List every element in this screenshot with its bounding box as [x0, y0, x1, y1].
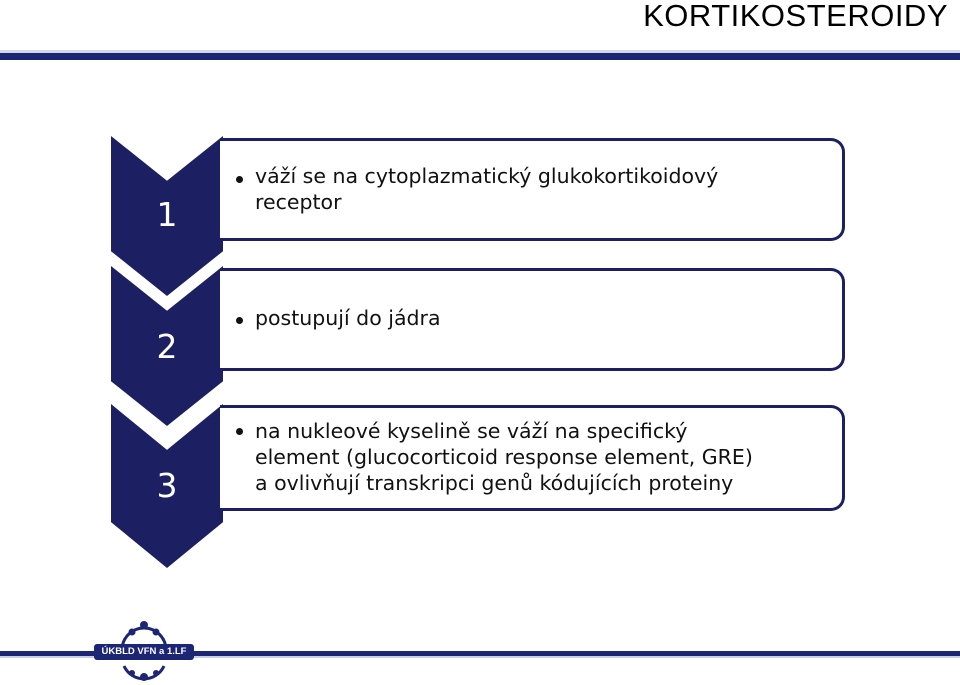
header-rule — [0, 50, 960, 60]
slide-title: KORTIKOSTEROIDY — [643, 0, 948, 33]
step-2-number: 2 — [156, 327, 178, 366]
step-1-bullet — [236, 176, 243, 183]
logo-label: ÚKBLD VFN a 1.LF UK — [94, 644, 194, 660]
step-3-number: 3 — [156, 466, 178, 505]
step-1-number: 1 — [156, 195, 178, 234]
step-3-line-1: na nukleové kyselině se váží na specifický — [255, 419, 688, 443]
step-3-line-2: element (glucocorticoid response element, GRE) — [255, 445, 753, 469]
step-1-line-1: váží se na cytoplazmatický glukokortikoidový — [255, 164, 719, 188]
step-2-bullet — [236, 317, 243, 324]
step-2-line-1: postupují do jádra — [255, 306, 441, 330]
step-3-bullet — [236, 428, 243, 435]
step-1-line-2: receptor — [255, 190, 342, 214]
step-3-line-3: a ovlivňují transkripci genů kódujících proteiny — [255, 471, 734, 495]
